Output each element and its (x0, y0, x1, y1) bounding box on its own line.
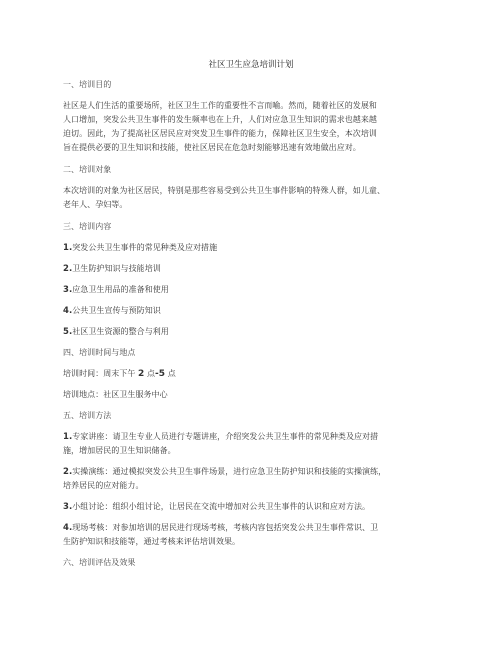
list-item-number: 5. (63, 327, 73, 337)
section-heading-evaluation: 六、培训评估及效果 (63, 558, 136, 567)
list-item-text: 社区卫生资源的整合与利用 (72, 327, 169, 336)
list-item-number: 2. (63, 264, 73, 274)
training-time-end: -5 (155, 369, 166, 379)
paragraph-line: 本次培训的对象为社区居民，特别是那些容易受到公共卫生事件影响的特殊人群，如儿童、 (63, 186, 385, 195)
list-item (63, 327, 453, 337)
list-item-text: 实操演练：通过模拟突发公共卫生事件场景，进行应急卫生防护知识和技能的实操演练， (72, 467, 387, 476)
section-heading-audience: 二、培训对象 (63, 165, 112, 174)
list-item-text: 小组讨论：组织小组讨论，让居民在交流中增加对公共卫生事件的认识和应对方法。 (72, 502, 371, 511)
list-item-number: 3. (63, 502, 73, 512)
training-time-start: 2 (138, 369, 145, 379)
list-item (63, 285, 453, 295)
paragraph-line: 老年人、孕妇等。 (63, 200, 128, 209)
list-item-continuation: 生防护知识和技能等，通过考核来评估培训效果。 (63, 537, 241, 546)
training-time-unit: 点 (144, 369, 156, 378)
section-heading-methods: 五、培训方法 (63, 411, 112, 420)
list-item-number: 4. (63, 306, 73, 316)
list-item (63, 467, 453, 477)
list-item-number: 1. (63, 432, 73, 442)
list-item-continuation: 施，增加居民的卫生知识储备。 (63, 446, 176, 455)
document-title: 社区卫生应急培训计划 (208, 60, 294, 70)
training-place: 培训地点：社区卫生服务中心 (63, 390, 168, 399)
paragraph-line: 人口增加，突发公共卫生事件的发生频率也在上升，人们对应急卫生知识的需求也越来越 (63, 115, 377, 124)
section-heading-content: 三、培训内容 (63, 222, 112, 231)
paragraph-line: 旨在提供必要的卫生知识和技能，使社区居民在危急时刻能够迅速有效地做出应对。 (63, 143, 361, 152)
list-item (63, 432, 453, 442)
paragraph-line: 迫切。因此，为了提高社区居民应对突发卫生事件的能力，保障社区卫生安全，本次培训 (63, 129, 377, 138)
training-time-unit: 点 (165, 369, 176, 378)
list-item-number: 4. (63, 523, 73, 533)
list-item-text: 突发公共卫生事件的常见种类及应对措施 (72, 243, 218, 252)
training-time-label: 培训时间：周末下午 (63, 369, 139, 378)
list-item-text: 卫生防护知识与技能培训 (72, 264, 161, 273)
paragraph-line: 社区是人们生活的重要场所，社区卫生工作的重要性不言而喻。然而，随着社区的发展和 (63, 101, 377, 110)
list-item-text: 公共卫生宣传与预防知识 (72, 306, 161, 315)
list-item-number: 3. (63, 285, 73, 295)
section-heading-purpose: 一、培训目的 (63, 80, 112, 89)
list-item-text: 现场考核：对参加培训的居民进行现场考核，考核内容包括突发公共卫生事件常识、卫 (72, 523, 379, 532)
list-item (63, 264, 453, 274)
list-item (63, 502, 453, 512)
list-item-continuation: 培养居民的应对能力。 (63, 481, 144, 490)
list-item (63, 523, 453, 533)
section-heading-time-place: 四、培训时间与地点 (63, 348, 136, 357)
list-item-number: 2. (63, 467, 73, 477)
list-item (63, 306, 453, 316)
list-item (63, 243, 453, 253)
list-item-text: 应急卫生用品的准备和使用 (72, 285, 169, 294)
list-item-number: 1. (63, 243, 73, 253)
training-time (63, 369, 453, 379)
list-item-text: 专家讲座：请卫生专业人员进行专题讲座，介绍突发公共卫生事件的常见种类及应对措 (72, 432, 379, 441)
